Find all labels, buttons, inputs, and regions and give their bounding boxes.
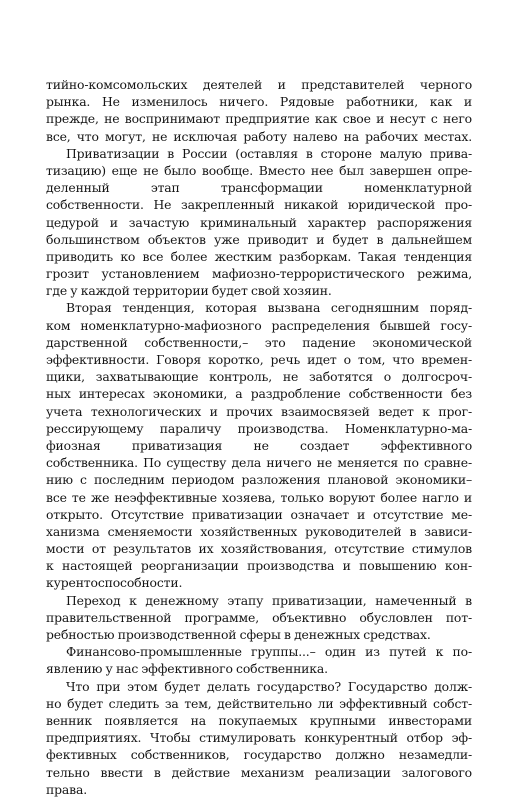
text-line: нию с последним периодом разложения плановой экономики– [46,472,472,488]
text-line: Переход к денежному этапу приватизации, намеченный в [66,592,472,608]
text-line: Вторая тенденция, которая вызвана сегодняшним поряд- [66,300,472,316]
paragraph-4 [46,592,472,644]
text-line: прежде, не воспринимают предприятие как свое и несут с него [46,111,472,127]
text-line: но будет следить за тем, действительно ли эффективный собст- [46,695,472,711]
text-line: большинством объектов уже приводит и будет в дальнейшем [46,231,472,247]
text-line: приводить ко все более жестким разборкам. Такая тенденция [46,248,472,264]
text-line: ребностью производственной сферы в денежных средствах. [46,627,431,642]
text-line: к настоящей реорганизации производства и повышению кон- [46,558,472,574]
paragraph-6 [46,678,472,798]
paragraph-1 [46,76,472,145]
paragraph-2 [46,145,472,300]
text-line: предприятиях. Чтобы стимулировать конкурентный отбор эф- [46,730,472,746]
text-line: Что при этом будет делать государство? Государство долж- [66,678,472,694]
text-line: собственности. Не закрепленный никакой юридической про- [46,197,472,213]
text-line: эффективности. Говоря коротко, речь идет о том, что времен- [46,352,472,367]
text-line: тийно-комсомольских деятелей и представителей черного [46,77,472,92]
text-line: права. [46,781,87,797]
text-line: Финансово-промышленные группы...– один из путей к по- [66,644,472,660]
text-line: фиозная приватизация не создает эффективного [46,437,472,453]
text-line: правительственной программе, объективно обусловлен пот- [46,609,472,625]
text-line: явлению у нас эффективного собственника. [46,661,328,677]
text-line: тельно ввести в действие механизм реализации залогового [46,764,472,780]
paragraph-5 [46,643,472,677]
text-line: венник появляется на покупаемых крупными инвесторами [46,712,472,728]
text-line: ханизма сменяемости хозяйственных руководителей в зависи- [46,523,472,539]
text-line: Приватизации в России (оставляя в стороне малую прива- [66,145,472,161]
text-line: все те же неэффективные хозяева, только воруют более нагло и [46,489,472,505]
text-line: щики, захватывающие контроль, не заботятся о долгосроч- [46,369,472,385]
text-line: открыто. Отсутствие приватизации означает и отсутствие ме- [46,506,472,522]
text-line: деленный этап трансформации номенклатурной [46,180,472,196]
text-line: ных интересах экономики, а раздробление собственности без [46,386,472,402]
text-line: ком номенклатурно-мафиозного распределения бывшей госу- [46,317,472,333]
text-line: собственника. По существу дела ничего не меняется по сравне- [46,455,472,471]
text-line: все, что могут, не исключая работу налево на рабочих местах. [46,128,472,144]
text-line: рынка. Не изменилось ничего. Рядовые работники, как и [46,94,472,110]
paragraph-3 [46,299,472,591]
document-page [46,76,472,798]
text-line: рессирующему параличу производства. Номенклатурно-ма- [46,420,472,436]
text-line: мости от результатов их хозяйствования, отсутствие стимулов [46,541,472,557]
text-line: грозит установлением мафиозно-террористического режима, [46,266,472,282]
text-line: где у каждой территории будет свой хозяин. [46,283,332,299]
text-line: учета технологических и прочих взаимосвязей ведет к прог- [46,403,472,419]
text-line: цедурой и зачастую криминальный характер распоряжения [46,214,472,230]
text-line: фективных собственников, государство должно незамедли- [46,747,472,763]
text-line: дарственной собственности,– это падение экономической [46,334,472,350]
text-line: тизацию) еще не было вообще. Вместо нее был завершен опре- [46,162,472,178]
text-line: курентоспособности. [46,575,183,591]
